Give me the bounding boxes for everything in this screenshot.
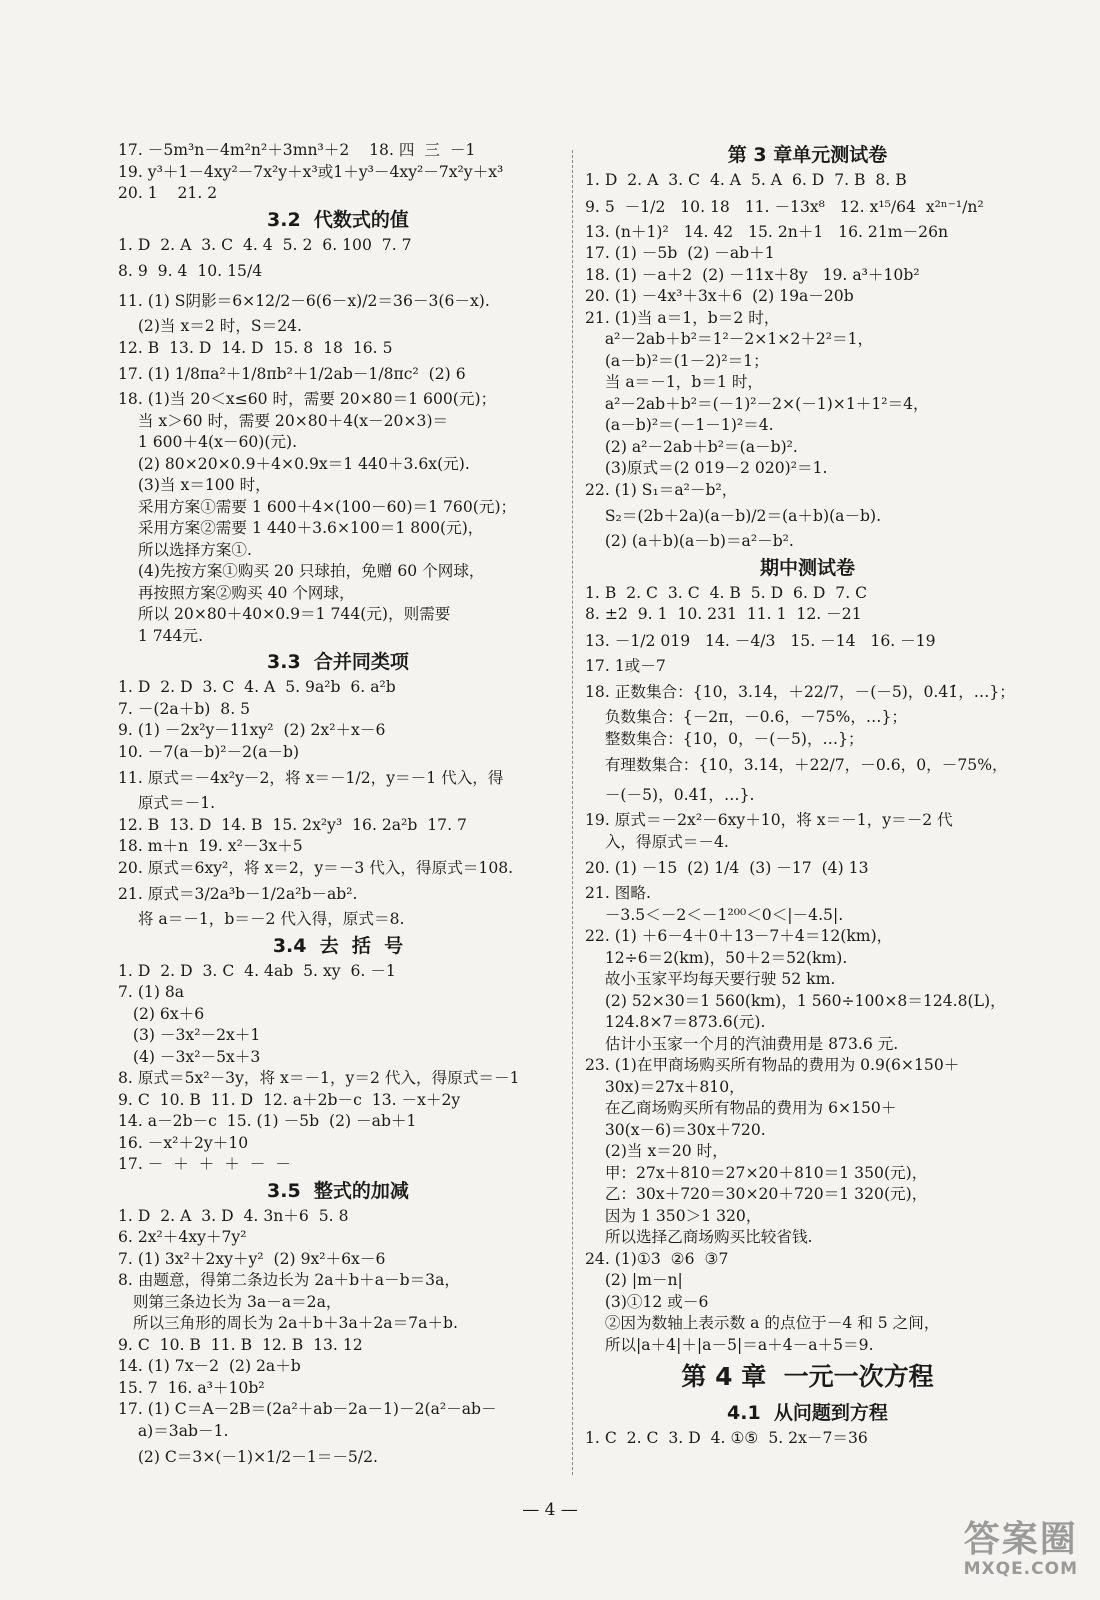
answer-line: 入，得原式＝－4. <box>585 832 729 851</box>
answer-line: 10. －7(a－b)²－2(a－b) <box>118 742 300 761</box>
answer-line: ②因为数轴上表示数 a 的点位于－4 和 5 之间， <box>585 1314 940 1332</box>
watermark-en: MXQE.COM <box>963 1559 1078 1579</box>
answer-line: (2) 52×30＝1 560(km)，1 560÷100×8＝124.8(L)， <box>585 991 1006 1010</box>
answer-line: (2) |m－n| <box>585 1271 683 1289</box>
answer-line: (3) －3x²－2x＋1 <box>118 1026 261 1044</box>
answer-line: 17. (1) －5b (2) －ab＋1 <box>585 244 775 262</box>
answer-line: 9. C 10. B 11. B 12. B 13. 12 <box>118 1335 363 1354</box>
section-title: 3.2 代数式的值 <box>267 208 409 231</box>
answer-line: 30(x－6)＝30x＋720. <box>585 1120 766 1139</box>
answer-line: 1. D 2. A 3. C 4. 4 5. 2 6. 100 7. 7 <box>118 235 412 254</box>
section-title: 4.1 从问题到方程 <box>727 1402 888 1424</box>
answer-line: 20. (1) －15 (2) 1/4 (3) －17 (4) 13 <box>585 859 869 877</box>
page-number: — 4 — <box>522 1500 578 1520</box>
answer-line: 17. (1) C＝A－2B＝(2a²＋ab－2a－1)－2(a²－ab－ <box>118 1400 497 1418</box>
left-column <box>118 140 558 1472</box>
answer-line: 1. D 2. A 3. C 4. A 5. A 6. D 7. B 8. B <box>585 171 907 189</box>
answer-line: 采用方案②需要 1 440＋3.6×100＝1 800(元)， <box>118 519 484 537</box>
answer-line: 有理数集合：{10，3.14，＋22/7，－0.6，0，－75%， <box>585 756 1008 774</box>
answer-line: 21. 图略. <box>585 884 651 902</box>
answer-line: 再按照方案②购买 40 个网球， <box>118 583 355 602</box>
answer-line: 将 a＝－1，b＝－2 代入得，原式＝8. <box>118 910 405 928</box>
answer-line: a²－2ab＋b²＝(－1)²－2×(－1)×1＋1²＝4， <box>585 394 929 413</box>
watermark-logo <box>964 1520 1078 1578</box>
right-column <box>585 140 1030 1450</box>
answer-line: (2) 80×20×0.9＋4×0.9x＝1 440＋3.6x(元). <box>118 454 470 473</box>
answer-line: 乙：30x＋720＝30×20＋720＝1 320(元)， <box>585 1185 928 1203</box>
answer-line: 甲：27x＋810＝27×20＋810＝1 350(元)， <box>585 1163 928 1182</box>
answer-line: 23. (1)在甲商场购买所有物品的费用为 0.9(6×150＋ <box>585 1056 960 1074</box>
answer-line: (3)原式＝(2 019－2 020)²＝1. <box>585 459 828 477</box>
answer-line: 18. m＋n 19. x²－3x＋5 <box>118 837 303 855</box>
answer-line: 18. 正数集合：{10，3.14，＋22/7，－(－5)，0.4̇1̇，…}； <box>585 683 1015 701</box>
answer-line: －3.5＜－2＜－1²⁰⁰＜0＜|－4.5|. <box>585 905 844 924</box>
answer-line: 17. － ＋ ＋ ＋ － － <box>118 1155 291 1173</box>
answer-line: 19. y³＋1－4xy²－7x²y＋x³或1＋y³－4xy²－7x²y＋x³ <box>118 162 504 181</box>
answer-line: 负数集合：{－2π，－0.6，－75%，…}； <box>585 708 908 726</box>
answer-line: 14. (1) 7x－2 (2) 2a＋b <box>118 1357 301 1375</box>
answer-line: 7. －(2a＋b) 8. 5 <box>118 699 251 718</box>
section-title: 3.3 合并同类项 <box>267 651 409 673</box>
answer-line: 9. (1) －2x²y－11xy² (2) 2x²＋x－6 <box>118 721 386 739</box>
column-divider <box>572 150 573 1475</box>
answer-line: 7. (1) 3x²＋2xy＋y² (2) 9x²＋6x－6 <box>118 1249 386 1268</box>
answer-line: 故小玉家平均每天要行驶 52 km. <box>585 970 836 988</box>
answer-line: 21. 原式＝3/2a³b－1/2a²b－ab². <box>118 885 358 903</box>
answer-line: 所以三角形的周长为 2a＋b＋3a＋2a＝7a＋b. <box>118 1314 458 1332</box>
answer-line: 9. C 10. B 11. D 12. a＋2b－c 13. －x＋2y <box>118 1090 461 1109</box>
answer-line: 19. 原式＝－2x²－6xy＋10，将 x＝－1，y＝－2 代 <box>585 811 953 829</box>
answer-line: 22. (1) ＋6－4＋0＋13－7＋4＝12(km)， <box>585 927 893 945</box>
answer-line: 所以选择乙商场购买比较省钱. <box>585 1228 813 1246</box>
answer-line: 124.8×7＝873.6(元). <box>585 1013 766 1031</box>
answer-line: 11. 原式＝－4x²y－2，将 x＝－1/2，y＝－1 代入，得 <box>118 769 504 787</box>
answer-line: 18. (1)当 20＜x≤60 时，需要 20×80＝1 600(元)； <box>118 390 497 408</box>
answer-line: (2) C＝3×(－1)×1/2－1＝－5/2. <box>118 1448 378 1466</box>
answer-line: 所以|a＋4|＋|a－5|＝a＋4－a＋5＝9. <box>585 1335 874 1354</box>
answer-line: 30x)＝27x＋810， <box>585 1077 745 1096</box>
answer-line: (2)当 x＝20 时， <box>585 1142 728 1160</box>
answer-line: 当 a＝－1，b＝1 时， <box>585 373 764 391</box>
answer-line: 1 600＋4(x－60)(元). <box>118 433 298 451</box>
answer-line: 18. (1) －a＋2 (2) －11x＋8y 19. a³＋10b² <box>585 265 920 284</box>
section-title: 3.5 整式的加减 <box>267 1179 409 1202</box>
answer-line: 1. C 2. C 3. D 4. ①⑤ 5. 2x－7＝36 <box>585 1429 868 1447</box>
answer-line: (a－b)²＝(－1－1)²＝4. <box>585 416 774 434</box>
answer-line: 1 744元. <box>118 626 204 645</box>
answer-line: (3)①12 或－6 <box>585 1292 709 1311</box>
answer-line: 6. 2x²＋4xy＋7y² <box>118 1228 247 1246</box>
section-title: 3.4 去 括 号 <box>272 934 404 957</box>
section-title: 期中测试卷 <box>759 556 855 579</box>
answer-line: 17. (1) 1/8πa²＋1/8πb²＋1/2ab－1/8πc² (2) 6 <box>118 365 466 383</box>
answer-line: 24. (1)①3 ②6 ③7 <box>585 1249 729 1268</box>
answer-line: 当 x＞60 时，需要 20×80＋4(x－20×3)＝ <box>118 411 449 430</box>
answer-line: 1. D 2. D 3. C 4. A 5. 9a²b 6. a²b <box>118 678 396 696</box>
answer-line: 原式＝－1. <box>118 794 216 812</box>
answer-line: 1. D 2. A 3. D 4. 3n＋6 5. 8 <box>118 1206 349 1225</box>
answer-line: 17. 1或－7 <box>585 656 666 675</box>
chapter-title: 第 4 章 一元一次方程 <box>681 1362 934 1391</box>
answer-line: 20. 原式＝6xy²，将 x＝2，y＝－3 代入，得原式＝108. <box>118 858 514 877</box>
answer-line: (4) －3x²－5x＋3 <box>118 1047 261 1066</box>
answer-line: (3)当 x＝100 时， <box>118 476 271 494</box>
watermark-cn: 答案圈 <box>963 1519 1078 1560</box>
answer-line: 17. －5m³n－4m²n²＋3mn³＋2 18. 四 三 －1 <box>118 141 476 159</box>
answer-line: 估计小玉家一个月的汽油费用是 873.6 元. <box>585 1034 899 1053</box>
answer-line: 8. 原式＝5x²－3y，将 x＝－1，y＝2 代入，得原式＝－1 <box>118 1069 520 1087</box>
answer-line: 则第三条边长为 3a－a＝2a， <box>118 1292 342 1311</box>
answer-line: 7. (1) 8a <box>118 983 185 1001</box>
answer-line: (4)先按方案①购买 20 只球拍，免赠 60 个网球， <box>118 562 485 580</box>
answer-line: (2) (a＋b)(a－b)＝a²－b². <box>585 532 794 550</box>
answer-line: 21. (1)当 a＝1，b＝2 时， <box>585 308 780 327</box>
answer-line: 整数集合：{10，0，－(－5)，…}； <box>585 729 864 748</box>
answer-line: 12. B 13. D 14. D 15. 8 18 16. 5 <box>118 338 393 357</box>
answer-line: 因为 1 350＞1 320， <box>585 1206 762 1225</box>
answer-line: 16. －x²＋2y＋10 <box>118 1133 249 1152</box>
answer-line: 15. 7 16. a³＋10b² <box>118 1378 265 1397</box>
answer-line: 11. (1) S阴影＝6×12/2－6(6－x)/2＝36－3(6－x). <box>118 292 490 310</box>
answer-line: 13. －1/2 019 14. －4/3 15. －14 16. －19 <box>585 631 936 650</box>
answer-line: 13. (n＋1)² 14. 42 15. 2n＋1 16. 21m－26n <box>585 222 949 241</box>
answer-line: 22. (1) S₁＝a²－b²， <box>585 480 738 499</box>
answer-line: 所以选择方案①. <box>118 540 252 559</box>
answer-line: S₂＝(2b＋2a)(a－b)/2＝(a＋b)(a－b). <box>585 507 882 525</box>
answer-line: 9. 5 －1/2 10. 18 11. －13x⁸ 12. x¹⁵/64 x²ⁿ⁻¹/n² <box>585 197 984 216</box>
answer-line: (2)当 x＝2 时，S＝24. <box>118 317 302 335</box>
answer-line: 12÷6＝2(km)，50＋2＝52(km). <box>585 948 848 967</box>
answer-line: (2) a²－2ab＋b²＝(a－b)². <box>585 437 798 456</box>
answer-line: (2) 6x＋6 <box>118 1004 205 1023</box>
answer-line: 采用方案①需要 1 600＋4×(100－60)＝1 760(元)； <box>118 497 517 516</box>
answer-line: 在乙商场购买所有物品的费用为 6×150＋ <box>585 1099 897 1117</box>
answer-line: 20. (1) －4x³＋3x＋6 (2) 19a－20b <box>585 287 854 305</box>
answer-line: a²－2ab＋b²＝1²－2×1×2＋2²＝1， <box>585 330 874 348</box>
section-title: 第 3 章单元测试卷 <box>727 144 888 166</box>
answer-line: 12. B 13. D 14. B 15. 2x²y³ 16. 2a²b 17. 7 <box>118 815 467 834</box>
answer-line: 8. ±2 9. 1 10. 231 11. 1 12. －21 <box>585 605 862 623</box>
answer-line: 所以 20×80＋40×0.9＝1 744(元)，则需要 <box>118 605 451 623</box>
answer-line: 1. D 2. D 3. C 4. 4ab 5. xy 6. －1 <box>118 961 396 980</box>
answer-line: 14. a－2b－c 15. (1) －5b (2) －ab＋1 <box>118 1112 417 1130</box>
answer-line: 8. 由题意，得第二条边长为 2a＋b＋a－b＝3a， <box>118 1271 460 1289</box>
answer-line: 8. 9 9. 4 10. 15/4 <box>118 262 263 280</box>
answer-line: (a－b)²＝(1－2)²＝1； <box>585 351 769 370</box>
answer-line: a)＝3ab－1. <box>118 1421 229 1440</box>
answer-line: 1. B 2. C 3. C 4. B 5. D 6. D 7. C <box>585 583 868 602</box>
answer-line: －(－5)，0.4̇1̇，…}. <box>585 786 755 804</box>
answer-line: 20. 1 21. 2 <box>118 184 218 202</box>
